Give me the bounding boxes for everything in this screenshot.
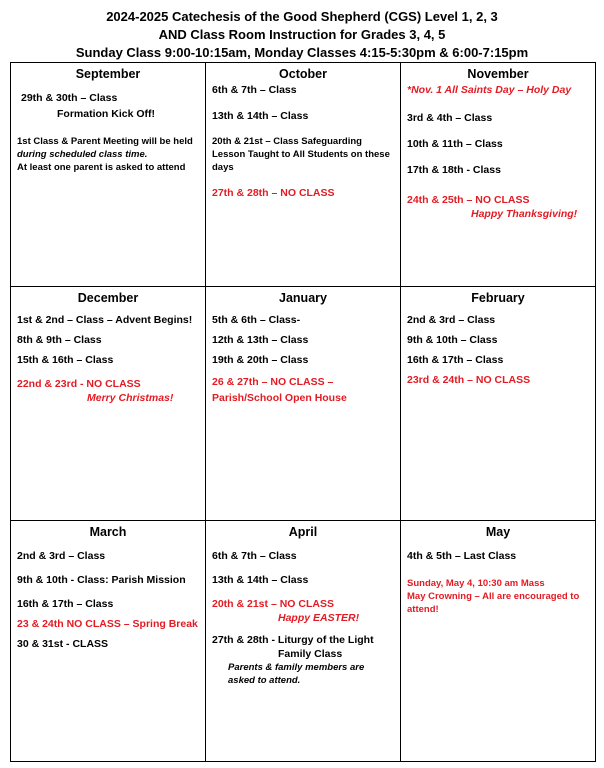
entry: 6th & 7th – Class	[212, 84, 297, 96]
entry: At least one parent is asked to attend	[17, 162, 186, 173]
month-cell-september	[11, 63, 206, 287]
entry: 22nd & 23rd - NO CLASS	[17, 378, 141, 390]
entry: Formation Kick Off!	[57, 108, 156, 120]
page-header	[0, 8, 604, 62]
entry: May Crowning – All are encouraged to attend!	[407, 591, 580, 615]
entry: 1st & 2nd – Class – Advent Begins!	[17, 314, 193, 326]
entry: Happy Thanksgiving!	[471, 208, 578, 220]
entry: 27th & 28th – NO CLASS	[212, 187, 335, 199]
entry: 15th & 16th – Class	[17, 354, 114, 366]
month-title: February	[471, 291, 525, 305]
month-cell-december	[11, 287, 206, 521]
entry: 5th & 6th – Class-	[212, 314, 301, 326]
entry: Parents & family members are asked to attend.	[228, 662, 365, 686]
month-title: May	[485, 525, 511, 539]
entry: 26 & 27th – NO CLASS –	[212, 376, 334, 388]
entry: 4th & 5th – Last Class	[407, 550, 517, 562]
entry: 1st Class & Parent Meeting will be held	[17, 136, 193, 147]
entry: Family Class	[278, 648, 343, 660]
entry: 29th & 30th – Class	[21, 92, 118, 104]
entry: 17th & 18th - Class	[407, 164, 501, 176]
entry: 19th & 20th – Class	[212, 354, 309, 366]
entry: during scheduled class time.	[17, 149, 148, 160]
month-title: December	[77, 291, 139, 305]
entry: 27th & 28th - Liturgy of the Light	[212, 634, 374, 646]
entry: 3rd & 4th – Class	[407, 112, 493, 124]
entry: Sunday, May 4, 10:30 am Mass	[407, 578, 545, 589]
entry: 20th & 21st – Class Safeguarding Lesson Taught to All Students on these days	[212, 136, 390, 173]
month-cell-may	[401, 521, 595, 761]
calendar-grid	[10, 62, 596, 762]
month-title: April	[288, 525, 318, 539]
entry: 2nd & 3rd – Class	[17, 550, 106, 562]
entry: Parish/School Open House	[212, 392, 347, 404]
entry: 13th & 14th – Class	[212, 110, 309, 122]
entry: 23 & 24th NO CLASS – Spring Break	[17, 618, 198, 630]
month-title: September	[75, 67, 141, 81]
entry: Merry Christmas!	[87, 392, 174, 404]
entry: 23rd & 24th – NO CLASS	[407, 374, 531, 386]
month-cell-february	[401, 287, 595, 521]
entry: 12th & 13th – Class	[212, 334, 309, 346]
entry: *Nov. 1 All Saints Day – Holy Day	[407, 84, 572, 96]
entry: 8th & 9th – Class	[17, 334, 102, 346]
entry: 20th & 21st – NO CLASS	[212, 598, 334, 610]
month-title: March	[89, 525, 127, 539]
entry: 13th & 14th – Class	[212, 574, 309, 586]
entry: 2nd & 3rd – Class	[407, 314, 496, 326]
month-title: October	[279, 67, 327, 81]
header-subtitle: AND Class Room Instruction for Grades 3, 4, 5	[158, 27, 446, 42]
entry: 24th & 25th – NO CLASS	[407, 194, 530, 206]
month-cell-january	[206, 287, 401, 521]
month-title: January	[279, 291, 327, 305]
entry: 30 & 31st - CLASS	[17, 638, 109, 650]
header-schedule: Sunday Class 9:00-10:15am, Monday Classes 4:15-5:30pm & 6:00-7:15pm	[75, 45, 529, 60]
month-cell-november	[401, 63, 595, 287]
month-cell-march	[11, 521, 206, 761]
entry: 9th & 10th - Class: Parish Mission	[17, 574, 186, 586]
entry: 6th & 7th – Class	[212, 550, 297, 562]
entry: 10th & 11th – Class	[407, 138, 503, 150]
entry: 9th & 10th – Class	[407, 334, 498, 346]
entry: 16th & 17th – Class	[17, 598, 114, 610]
entry: Happy EASTER!	[278, 612, 360, 624]
month-cell-october	[206, 63, 401, 287]
entry: 16th & 17th – Class	[407, 354, 504, 366]
month-title: November	[467, 67, 529, 81]
month-cell-april	[206, 521, 401, 761]
header-title: 2024-2025 Catechesis of the Good Shepherd (CGS) Level 1, 2, 3	[106, 9, 498, 24]
